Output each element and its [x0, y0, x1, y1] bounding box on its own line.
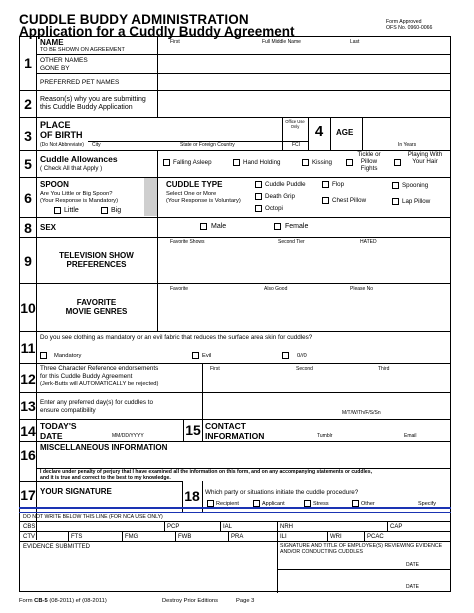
spoon-mandatory-note: (Your Response is Mandatory) [40, 198, 119, 204]
male-checkbox[interactable] [200, 223, 207, 230]
section-number-10: 10 [20, 300, 36, 316]
email-caption: Email [404, 433, 417, 439]
reason-field[interactable] [160, 93, 448, 115]
little-spoon-checkbox[interactable] [54, 207, 61, 214]
spooning-checkbox[interactable] [392, 182, 399, 189]
nca-fmg: FMG [125, 534, 139, 540]
hand-holding-checkbox[interactable] [233, 159, 240, 166]
big-spoon-label: Big [111, 207, 122, 214]
spoon-label: SPOON [40, 180, 69, 189]
date-format-caption: MM/DD/YYYY [112, 433, 144, 439]
movie-genres-field[interactable] [160, 293, 448, 329]
death-grip-checkbox[interactable] [255, 193, 262, 200]
section-number-9: 9 [24, 253, 32, 269]
death-grip-label: Death Grip [265, 193, 295, 200]
kissing-checkbox[interactable] [302, 159, 309, 166]
days-line-1: Enter any preferred day(s) for cuddles to [40, 399, 154, 406]
hated-caption: HATED [360, 239, 377, 245]
other-names-label: OTHER NAMES [40, 57, 88, 64]
male-label: Male [211, 223, 227, 230]
tv-label-line-2: PREFERENCES [66, 260, 127, 269]
cuddle-type-voluntary-note: (Your Response is Voluntary) [166, 198, 241, 204]
preferred-pet-names-field[interactable] [160, 75, 448, 89]
nca-ctv: CTV [23, 534, 35, 540]
other-names-field[interactable] [160, 56, 448, 71]
age-field[interactable] [365, 119, 447, 139]
kissing-label: Kissing [312, 159, 332, 166]
nca-ili: ILI [280, 534, 287, 540]
sex-label: SEX [40, 223, 57, 232]
section-number-17: 17 [20, 487, 36, 503]
footer-page: Page 3 [236, 598, 255, 604]
employee-signature-label: SIGNATURE AND TITLE OF EMPLOYEE(S) REVIEWING EVIDENCE AND/OR CONDUCTING CUDDLES [280, 543, 443, 555]
playing-hair-checkbox[interactable] [394, 159, 401, 166]
contact-information-field[interactable] [265, 421, 448, 432]
references-line-1: Three Character Reference endorsements [40, 365, 159, 372]
spoon-shaded-divider [144, 178, 157, 216]
form-subtitle: Application for a Cuddly Buddy Agreement [19, 24, 295, 39]
tv-label-line-1: TELEVISION SHOW [59, 251, 134, 260]
female-label: Female [285, 223, 309, 230]
last-name-caption: Last [350, 39, 360, 45]
fci-caption: FCI [292, 142, 301, 148]
office-use-only: Office Use Only [285, 119, 305, 129]
little-spoon-label: Little [64, 207, 79, 214]
chest-pillow-checkbox[interactable] [322, 197, 329, 204]
cuddle-allowances-label: Cuddle Allowances [40, 154, 118, 164]
nca-fwb: FWB [178, 534, 192, 540]
form-title: CUDDLE BUDDY ADMINISTRATION [19, 12, 249, 27]
place-label: PLACE [40, 120, 71, 130]
date-caption-1: DATE [406, 562, 419, 568]
stress-label: Stress [313, 501, 329, 507]
oo-checkbox[interactable] [282, 352, 289, 359]
falling-asleep-label: Falling Asleep [173, 159, 212, 166]
misc-info-field[interactable] [40, 453, 448, 467]
city-caption: City [92, 142, 101, 148]
reason-line-1: Reason(s) why you are submitting [40, 96, 146, 103]
tickle-fights-checkbox[interactable] [346, 159, 353, 166]
evil-checkbox[interactable] [192, 352, 199, 359]
age-label: AGE [336, 128, 354, 137]
reason-label [40, 96, 146, 112]
footer-destroy-note: Destroy Prior Editions [162, 598, 219, 604]
oo-label: 0//0 [297, 353, 307, 359]
specify-label: Specify [418, 501, 437, 507]
nca-wri: WRI [330, 534, 342, 540]
flop-checkbox[interactable] [322, 181, 329, 188]
tv-preferences-field[interactable] [160, 245, 448, 281]
footer-revision: (08-2011) ef (08-2011) [49, 598, 107, 604]
please-no-caption: Please No [350, 286, 374, 292]
name-field[interactable] [160, 46, 448, 54]
section-number-14: 14 [20, 423, 36, 439]
other-checkbox[interactable] [352, 500, 359, 507]
perjury-declaration-1: I declare under penalty of perjury that I have examined all the information on this form, and on any accompanying statements or cuddles, [40, 469, 373, 475]
section-number-6: 6 [24, 190, 32, 206]
big-spoon-checkbox[interactable] [101, 207, 108, 214]
footer-form-code: CB-5 [34, 598, 48, 604]
references-line-2: for this Cuddle Buddy Agreement [40, 373, 133, 380]
hand-holding-label: Hand Holding [243, 159, 281, 166]
evidence-submitted-field[interactable] [23, 551, 273, 591]
section-number-3: 3 [24, 128, 32, 144]
chest-pillow-label: Chest Pillow [332, 197, 367, 204]
nca-pra: PRA [231, 534, 244, 540]
nca-use-only-heading: DO NOT WRITE BELOW THIS LINE (FOR NCA USE ONLY) [23, 514, 163, 520]
date-label: DATE [40, 431, 63, 441]
octopi-checkbox[interactable] [255, 205, 262, 212]
female-checkbox[interactable] [274, 223, 281, 230]
stress-checkbox[interactable] [304, 500, 311, 507]
ofs-number: OFS No. 0960-0066 [386, 25, 433, 31]
section-number-5: 5 [24, 156, 32, 172]
section-number-11: 11 [20, 340, 36, 356]
days-line-2: ensure compatibility [40, 407, 96, 414]
todays-label: TODAY'S [40, 421, 77, 431]
initiation-question: Which party or situations initiate the cuddle procedure? [205, 489, 359, 496]
place-of-birth-field[interactable] [90, 121, 280, 140]
reason-line-2: this Cuddle Buddy Application [40, 104, 133, 111]
preferred-days-field[interactable] [205, 394, 448, 409]
first-reference-caption: First [210, 366, 220, 372]
octopi-label: Octopi [265, 205, 283, 212]
first-name-caption: First [170, 39, 180, 45]
spoon-question: Are You Little or Big Spoon? [40, 191, 113, 197]
cuddle-puddle-label: Cuddle Puddle [265, 181, 306, 188]
blue-rule-bottom [19, 512, 451, 513]
of-birth-label: OF BIRTH [40, 130, 83, 140]
days-caption: M/T/W/Th/F/S/Sn [342, 410, 381, 416]
references-note: (Jerk-Butts will AUTOMATICALLY be rejected) [40, 381, 159, 387]
in-years-caption: In Years [398, 142, 417, 148]
name-sublabel: TO BE SHOWN ON AGREEMENT [40, 47, 125, 53]
playing-hair-label: Playing With Your Hair [407, 151, 443, 165]
preferred-pet-names-label: PREFERRED PET NAMES [40, 79, 120, 86]
recipient-label: Recipient [216, 501, 239, 507]
section-number-16: 16 [20, 447, 36, 463]
nca-pcac: PCAC [367, 534, 384, 540]
nca-ial: IAL [223, 524, 233, 530]
clothing-question: Do you see clothing as mandatory or an evil fabric that reduces the surface area skin for cuddles? [40, 334, 313, 341]
signature-label: YOUR SIGNATURE [40, 487, 112, 496]
third-reference-caption: Third [378, 366, 390, 372]
favorite-shows-caption: Favorite Shows [170, 239, 205, 245]
cuddle-type-select-note: Select One or More [166, 191, 217, 197]
evil-label: Evil [202, 353, 212, 359]
also-good-caption: Also Good [264, 286, 288, 292]
cuddle-type-label: CUDDLE TYPE [166, 180, 223, 189]
name-label: NAME [40, 38, 64, 47]
todays-date-field[interactable] [80, 421, 180, 432]
nca-fts: FTS [71, 534, 83, 540]
contact-label: CONTACT [205, 421, 246, 431]
middle-name-caption: Full Middle Name [262, 39, 301, 45]
movie-label-line-2: MOVIE GENRES [65, 307, 128, 316]
cuddle-puddle-checkbox[interactable] [255, 181, 262, 188]
section-number-4: 4 [314, 123, 324, 140]
movie-genres-label [36, 298, 157, 316]
footer-form-id [19, 598, 107, 604]
state-caption: State or Foreign Country [180, 142, 235, 148]
nca-cbs: CBS [23, 524, 36, 530]
form-approval [386, 19, 432, 31]
flop-label: Flop [332, 181, 345, 188]
section-number-8: 8 [24, 220, 32, 236]
falling-asleep-checkbox[interactable] [163, 159, 170, 166]
check-all-note: ( Check All that Apply ) [40, 165, 103, 172]
date-caption-2: DATE [406, 584, 419, 590]
nca-nrh: NRH [280, 524, 293, 530]
footer-form-word: Form [19, 598, 33, 604]
perjury-declaration-2: and it is true and correct to the best to my knowledge. [40, 475, 171, 481]
nca-cap: CAP [390, 524, 403, 530]
recipient-checkbox[interactable] [207, 500, 214, 507]
section-number-2: 2 [24, 96, 32, 112]
tickle-fights-label: Tickle or Pillow Fights [357, 151, 381, 172]
misc-info-label: MISCELLANEOUS INFORMATION [40, 443, 168, 452]
mandatory-checkbox[interactable] [40, 352, 47, 359]
movie-label-line-1: FAVORITE [76, 298, 117, 307]
form-approved-text: Form Approved [386, 19, 422, 25]
section-number-18: 18 [184, 488, 200, 504]
nca-pcp: PCP [167, 524, 180, 530]
section-number-15: 15 [185, 422, 201, 438]
favorite-caption: Favorite [170, 286, 189, 292]
references-field[interactable] [205, 373, 448, 390]
spooning-label: Spooning [402, 182, 429, 189]
tv-preferences-label [36, 251, 157, 269]
second-reference-caption: Second [296, 366, 313, 372]
lap-pillow-label: Lap Pillow [402, 198, 431, 205]
applicant-label: Applicant [262, 501, 285, 507]
do-not-abbreviate-note: (Do Not Abbreviate) [40, 142, 84, 148]
tumblr-caption: Tumblr [317, 433, 333, 439]
evidence-submitted-label: EVIDENCE SUBMITTED [23, 544, 91, 550]
second-tier-caption: Second Tier [278, 239, 305, 245]
section-number-13: 13 [20, 398, 36, 414]
mandatory-label: Mandatory [54, 353, 82, 359]
blue-rule-top [19, 507, 451, 509]
information-label: INFORMATION [205, 431, 265, 441]
section-number-1: 1 [24, 55, 32, 71]
applicant-checkbox[interactable] [253, 500, 260, 507]
other-label: Other [361, 501, 375, 507]
gone-by-label: GONE BY [40, 65, 70, 72]
lap-pillow-checkbox[interactable] [392, 198, 399, 205]
section-number-12: 12 [20, 371, 36, 387]
